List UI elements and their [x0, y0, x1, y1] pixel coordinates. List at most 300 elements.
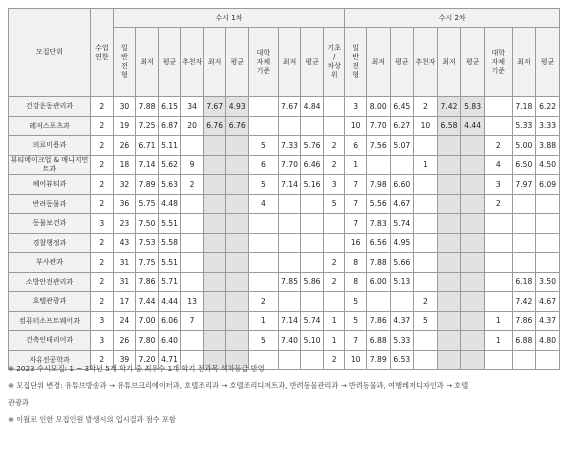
value-cell: 6.40 [158, 331, 181, 351]
value-cell: 7.89 [136, 175, 159, 195]
value-cell: 1 [323, 331, 345, 351]
value-cell: 7.97 [512, 175, 536, 195]
value-cell: 7.83 [366, 214, 390, 234]
value-cell [461, 292, 485, 312]
value-cell [226, 155, 249, 175]
years-cell: 2 [91, 253, 114, 273]
value-cell: 2 [484, 136, 512, 156]
value-cell: 4 [249, 194, 279, 214]
years-cell: 3 [91, 331, 114, 351]
value-cell: 7.20 [136, 350, 159, 370]
table-row [9, 116, 560, 136]
value-cell: 7 [345, 214, 367, 234]
header-s2-university: 대학 자체 기준 [484, 28, 512, 97]
header-s2-min-a: 최저 [366, 28, 390, 97]
table-row [9, 97, 560, 117]
value-cell: 4.48 [158, 194, 181, 214]
dept-cell: 의료미용과 [9, 136, 91, 156]
value-cell [414, 272, 438, 292]
value-cell: 5.11 [158, 136, 181, 156]
value-cell [226, 194, 249, 214]
value-cell [414, 253, 438, 273]
value-cell [437, 155, 461, 175]
value-cell: 24 [113, 311, 136, 331]
table-row [9, 214, 560, 234]
value-cell [301, 292, 324, 312]
header-s2-min-b: 최저 [437, 28, 461, 97]
value-cell [226, 175, 249, 195]
value-cell: 6.88 [512, 331, 536, 351]
value-cell [437, 331, 461, 351]
value-cell: 6.46 [301, 155, 324, 175]
value-cell [301, 116, 324, 136]
years-cell: 3 [91, 311, 114, 331]
value-cell: 7.75 [136, 253, 159, 273]
value-cell: 13 [181, 292, 204, 312]
value-cell: 2 [414, 97, 438, 117]
header-s1-university: 대학 자체 기준 [249, 28, 279, 97]
value-cell: 8 [345, 253, 367, 273]
value-cell: 10 [345, 350, 367, 370]
table-row [9, 194, 560, 214]
value-cell: 6.06 [158, 311, 181, 331]
value-cell [323, 292, 345, 312]
value-cell: 7.42 [437, 97, 461, 117]
value-cell: 5 [249, 136, 279, 156]
value-cell [203, 233, 226, 253]
header-s1-min-a: 최저 [136, 28, 159, 97]
header-years: 수업 연한 [91, 9, 114, 97]
value-cell: 5.83 [461, 97, 485, 117]
header-s2-min-c: 최저 [512, 28, 536, 97]
value-cell [323, 116, 345, 136]
years-cell: 3 [91, 214, 114, 234]
dept-cell: 동물보건과 [9, 214, 91, 234]
value-cell: 7.86 [512, 311, 536, 331]
value-cell: 5.56 [366, 194, 390, 214]
dept-cell: 자유전공학과 [9, 350, 91, 370]
value-cell: 1 [484, 331, 512, 351]
value-cell [437, 311, 461, 331]
value-cell: 5.10 [301, 331, 324, 351]
value-cell: 5.63 [158, 175, 181, 195]
value-cell: 5.33 [512, 116, 536, 136]
value-cell: 5.13 [390, 272, 414, 292]
value-cell: 1 [323, 311, 345, 331]
value-cell: 1 [345, 155, 367, 175]
value-cell: 6.76 [203, 116, 226, 136]
value-cell [437, 136, 461, 156]
value-cell [437, 233, 461, 253]
value-cell [366, 292, 390, 312]
value-cell [461, 214, 485, 234]
table-row [9, 253, 560, 273]
value-cell: 5.86 [301, 272, 324, 292]
value-cell: 7.14 [136, 155, 159, 175]
value-cell: 1 [414, 155, 438, 175]
value-cell: 2 [181, 175, 204, 195]
value-cell: 3 [484, 175, 512, 195]
value-cell: 4.50 [536, 155, 560, 175]
table-row [9, 233, 560, 253]
value-cell: 4.95 [390, 233, 414, 253]
value-cell: 7.86 [366, 311, 390, 331]
footnote-dept-changes-cont: 관광과 [8, 398, 29, 407]
value-cell [249, 253, 279, 273]
value-cell: 31 [113, 272, 136, 292]
table-row [9, 136, 560, 156]
dept-cell: 부사관과 [9, 253, 91, 273]
table-body [9, 97, 560, 370]
value-cell: 6.56 [366, 233, 390, 253]
value-cell [301, 233, 324, 253]
value-cell [484, 116, 512, 136]
value-cell [301, 214, 324, 234]
value-cell: 4.37 [536, 311, 560, 331]
value-cell: 5 [414, 311, 438, 331]
years-cell: 2 [91, 272, 114, 292]
value-cell [226, 272, 249, 292]
value-cell: 6.15 [158, 97, 181, 117]
value-cell [437, 175, 461, 195]
value-cell: 3.33 [536, 116, 560, 136]
header-s1-avg-c: 평균 [301, 28, 324, 97]
value-cell: 8 [345, 272, 367, 292]
header-s1-general: 일 반 전 형 [113, 28, 136, 97]
value-cell: 6.09 [536, 175, 560, 195]
dept-cell: 반려동물과 [9, 194, 91, 214]
admission-results-table [8, 8, 560, 370]
value-cell: 4.44 [461, 116, 485, 136]
value-cell [249, 97, 279, 117]
value-cell: 5.58 [158, 233, 181, 253]
value-cell [461, 331, 485, 351]
value-cell: 1 [484, 311, 512, 331]
dept-cell: 뷰티메이크업 & 매니지먼트과 [9, 155, 91, 175]
header-susi-1: 수시 1차 [113, 9, 345, 28]
value-cell [226, 233, 249, 253]
table-row [9, 292, 560, 312]
value-cell [323, 214, 345, 234]
value-cell: 5.51 [158, 253, 181, 273]
value-cell: 17 [113, 292, 136, 312]
header-susi-2: 수시 2차 [345, 9, 560, 28]
value-cell [203, 311, 226, 331]
years-cell: 2 [91, 194, 114, 214]
value-cell [366, 155, 390, 175]
value-cell [181, 272, 204, 292]
value-cell: 3 [345, 97, 367, 117]
value-cell: 1 [249, 311, 279, 331]
years-cell: 2 [91, 233, 114, 253]
value-cell: 23 [113, 214, 136, 234]
value-cell [181, 214, 204, 234]
dept-cell: 레저스포츠과 [9, 116, 91, 136]
value-cell: 5.62 [158, 155, 181, 175]
value-cell: 4.67 [536, 292, 560, 312]
value-cell [536, 214, 560, 234]
value-cell: 10 [345, 116, 367, 136]
value-cell: 26 [113, 331, 136, 351]
value-cell: 2 [414, 292, 438, 312]
value-cell: 7.25 [136, 116, 159, 136]
value-cell: 18 [113, 155, 136, 175]
value-cell [278, 116, 301, 136]
value-cell: 5.33 [390, 331, 414, 351]
value-cell: 34 [181, 97, 204, 117]
value-cell: 19 [113, 116, 136, 136]
value-cell: 43 [113, 233, 136, 253]
value-cell: 32 [113, 175, 136, 195]
value-cell [484, 292, 512, 312]
value-cell [226, 311, 249, 331]
value-cell: 7.14 [278, 311, 301, 331]
header-s1-min-b: 최저 [203, 28, 226, 97]
value-cell [414, 194, 438, 214]
value-cell: 6.87 [158, 116, 181, 136]
value-cell: 6.00 [366, 272, 390, 292]
value-cell: 6.45 [390, 97, 414, 117]
value-cell [323, 97, 345, 117]
value-cell: 4.93 [226, 97, 249, 117]
value-cell [278, 233, 301, 253]
header-s1-avg-b: 평균 [226, 28, 249, 97]
value-cell: 5 [345, 311, 367, 331]
value-cell [461, 155, 485, 175]
value-cell: 7 [181, 311, 204, 331]
value-cell: 3.88 [536, 136, 560, 156]
value-cell: 31 [113, 253, 136, 273]
value-cell [226, 253, 249, 273]
value-cell: 7.67 [203, 97, 226, 117]
years-cell: 2 [91, 175, 114, 195]
value-cell [278, 253, 301, 273]
value-cell: 7.70 [366, 116, 390, 136]
years-cell: 2 [91, 350, 114, 370]
value-cell [323, 233, 345, 253]
value-cell: 5.76 [301, 136, 324, 156]
value-cell [536, 194, 560, 214]
value-cell [536, 233, 560, 253]
footnote-dept-changes: ※ 모집단위 변경: 유튜브방송과 → 유튜브크리에이터과, 호텔조리과 → 호텔조리디저트과, 반려동물관리과 → 반려동물과, 여행레저디자인과 → 호텔 [8, 381, 469, 390]
value-cell: 7.86 [136, 272, 159, 292]
value-cell: 5.07 [390, 136, 414, 156]
value-cell: 39 [113, 350, 136, 370]
value-cell: 7.56 [366, 136, 390, 156]
dept-cell: 컴퓨터소프트웨어과 [9, 311, 91, 331]
value-cell: 4.80 [536, 331, 560, 351]
value-cell: 3 [323, 175, 345, 195]
value-cell: 5 [323, 194, 345, 214]
value-cell [203, 331, 226, 351]
value-cell: 2 [323, 253, 345, 273]
value-cell: 7 [345, 175, 367, 195]
header-s2-avg-c: 평균 [536, 28, 560, 97]
value-cell [414, 214, 438, 234]
value-cell: 30 [113, 97, 136, 117]
header-s1-basic: 기초 / 차상 위 [323, 28, 345, 97]
dept-cell: 건강운동관리과 [9, 97, 91, 117]
value-cell [226, 136, 249, 156]
value-cell: 5 [345, 292, 367, 312]
value-cell [437, 253, 461, 273]
value-cell [203, 136, 226, 156]
value-cell [249, 272, 279, 292]
value-cell [484, 214, 512, 234]
value-cell: 3.50 [536, 272, 560, 292]
value-cell [437, 292, 461, 312]
value-cell [414, 175, 438, 195]
value-cell: 7.33 [278, 136, 301, 156]
years-cell: 2 [91, 97, 114, 117]
value-cell: 36 [113, 194, 136, 214]
header-dept: 모집단위 [9, 9, 91, 97]
value-cell: 7 [345, 331, 367, 351]
value-cell: 2 [323, 136, 345, 156]
header-s2-recommended: 추천자 [414, 28, 438, 97]
value-cell [249, 214, 279, 234]
value-cell: 16 [345, 233, 367, 253]
dept-cell: 건축인테리어과 [9, 331, 91, 351]
value-cell: 6.76 [226, 116, 249, 136]
value-cell [181, 331, 204, 351]
value-cell: 7.88 [366, 253, 390, 273]
value-cell: 6.88 [366, 331, 390, 351]
table-row [9, 311, 560, 331]
value-cell: 6.22 [536, 97, 560, 117]
table-row [9, 331, 560, 351]
value-cell [278, 214, 301, 234]
value-cell [203, 272, 226, 292]
value-cell [203, 194, 226, 214]
value-cell [461, 136, 485, 156]
value-cell [461, 194, 485, 214]
value-cell: 4.71 [158, 350, 181, 370]
value-cell: 2 [484, 194, 512, 214]
header-s1-recommended: 추천자 [181, 28, 204, 97]
value-cell [484, 233, 512, 253]
value-cell [278, 292, 301, 312]
value-cell [512, 253, 536, 273]
value-cell [414, 331, 438, 351]
value-cell: 4.67 [390, 194, 414, 214]
value-cell: 7.80 [136, 331, 159, 351]
value-cell [512, 194, 536, 214]
value-cell: 6.60 [390, 175, 414, 195]
value-cell [181, 136, 204, 156]
value-cell [226, 214, 249, 234]
value-cell: 7.40 [278, 331, 301, 351]
value-cell [461, 253, 485, 273]
value-cell [181, 233, 204, 253]
value-cell [437, 194, 461, 214]
value-cell: 5.66 [390, 253, 414, 273]
value-cell [461, 272, 485, 292]
value-cell [484, 253, 512, 273]
value-cell [484, 97, 512, 117]
value-cell: 9 [181, 155, 204, 175]
value-cell [390, 292, 414, 312]
value-cell: 7.98 [366, 175, 390, 195]
value-cell: 7.00 [136, 311, 159, 331]
value-cell: 7.53 [136, 233, 159, 253]
value-cell [461, 175, 485, 195]
value-cell [203, 155, 226, 175]
value-cell: 7.42 [512, 292, 536, 312]
years-cell: 2 [91, 136, 114, 156]
value-cell: 7.70 [278, 155, 301, 175]
value-cell [278, 194, 301, 214]
years-cell: 2 [91, 155, 114, 175]
footnotes [8, 360, 562, 428]
value-cell [301, 253, 324, 273]
value-cell: 4.84 [301, 97, 324, 117]
header-s1-avg-a: 평균 [158, 28, 181, 97]
dept-cell: 헤어뷰티과 [9, 175, 91, 195]
value-cell [203, 253, 226, 273]
value-cell [203, 292, 226, 312]
value-cell: 8.00 [366, 97, 390, 117]
value-cell: 7.89 [366, 350, 390, 370]
value-cell: 5.74 [390, 214, 414, 234]
value-cell: 4.37 [390, 311, 414, 331]
value-cell: 6.18 [512, 272, 536, 292]
value-cell [226, 331, 249, 351]
dept-cell: 경찰행정과 [9, 233, 91, 253]
value-cell [512, 214, 536, 234]
value-cell: 4 [484, 155, 512, 175]
value-cell: 6.58 [437, 116, 461, 136]
value-cell: 20 [181, 116, 204, 136]
value-cell: 2 [249, 292, 279, 312]
value-cell: 7.85 [278, 272, 301, 292]
value-cell: 7.50 [136, 214, 159, 234]
value-cell: 5.00 [512, 136, 536, 156]
value-cell: 7.67 [278, 97, 301, 117]
value-cell [249, 116, 279, 136]
footnote-grade-policy: ※ 2023 수시모집: 1 ~ 3학년 5개 학기 중 최우수 1개 학기 전과목 석차등급 반영 [8, 364, 265, 373]
value-cell [461, 233, 485, 253]
value-cell: 2 [323, 350, 345, 370]
table-row [9, 272, 560, 292]
value-cell [226, 292, 249, 312]
value-cell: 5.74 [301, 311, 324, 331]
value-cell: 5 [249, 331, 279, 351]
value-cell [437, 214, 461, 234]
value-cell [512, 233, 536, 253]
years-cell: 2 [91, 116, 114, 136]
value-cell: 6.71 [136, 136, 159, 156]
years-cell: 2 [91, 292, 114, 312]
value-cell [390, 155, 414, 175]
value-cell [437, 272, 461, 292]
value-cell: 5.51 [158, 214, 181, 234]
table-row [9, 155, 560, 175]
value-cell [301, 194, 324, 214]
footnote-carryover: ※ 이월로 인한 모집인원 발생시의 입시결과 점수 포함 [8, 415, 176, 424]
dept-cell: 호텔관광과 [9, 292, 91, 312]
value-cell: 5.75 [136, 194, 159, 214]
value-cell: 6.53 [390, 350, 414, 370]
header-s2-general: 일 반 전 형 [345, 28, 367, 97]
value-cell [536, 253, 560, 273]
value-cell [461, 311, 485, 331]
value-cell: 10 [414, 116, 438, 136]
value-cell [203, 175, 226, 195]
value-cell: 7.14 [278, 175, 301, 195]
value-cell: 2 [323, 272, 345, 292]
value-cell: 5.16 [301, 175, 324, 195]
